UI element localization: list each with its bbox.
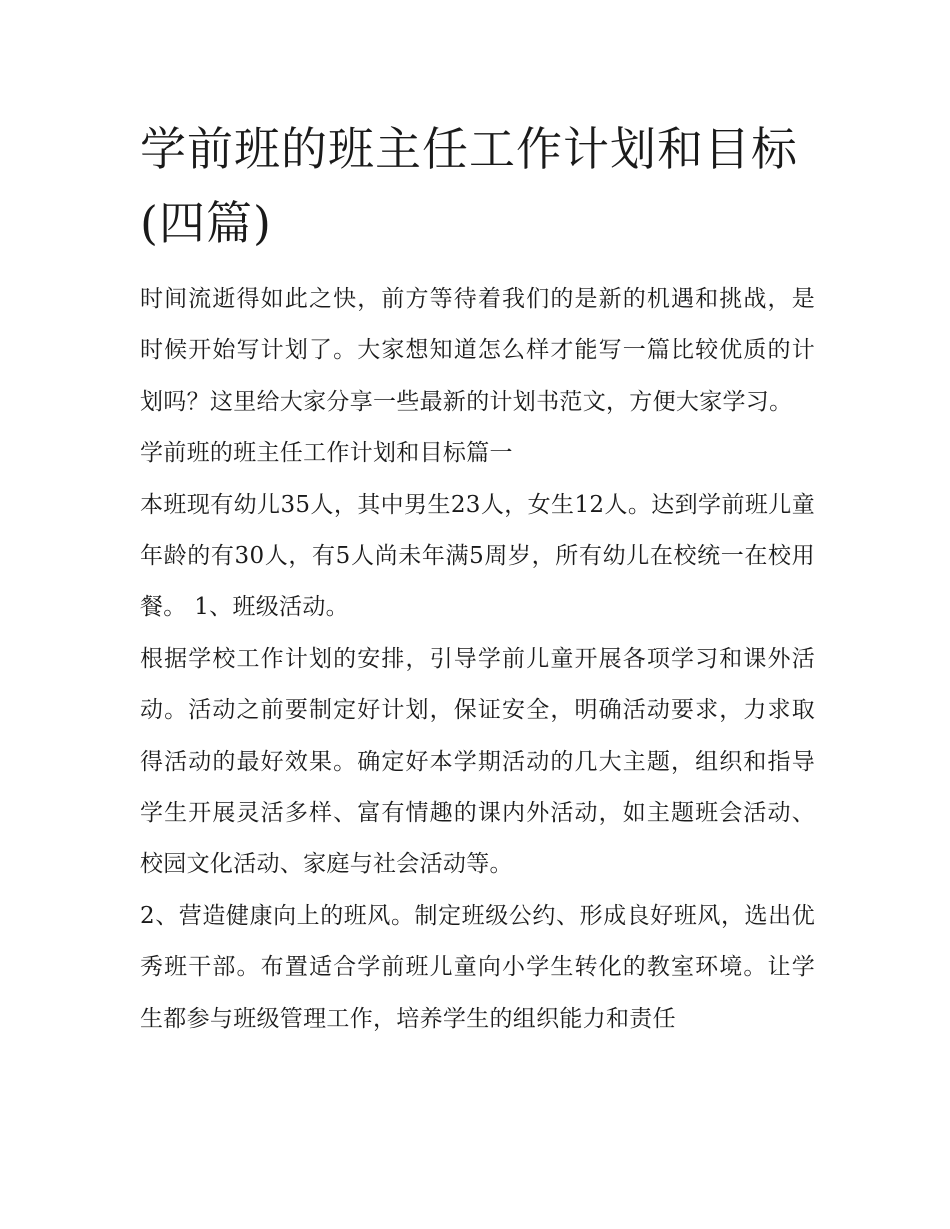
class-spirit-paragraph: 2、营造健康向上的班风。制定班级公约、形成良好班风，选出优秀班干部。布置适合学前班儿童向小学生转化的教室环境。让学生都参与班级管理工作，培养学生的组织能力和责任 [140,902,815,1032]
document-body [140,274,815,1045]
activities-paragraph: 根据学校工作计划的安排，引导学前儿童开展各项学习和课外活动。活动之前要制定好计划，保证安全，明确活动要求，力求取得活动的最好效果。确定好本学期活动的几大主题，组织和指导学生开展灵活多样、富有情趣的课内外活动，如主题班会活动、校园文化活动、家庭与社会活动等。 [140,645,815,878]
section-heading: 学前班的班主任工作计划和目标篇一 [140,440,513,467]
document-title: 学前班的班主任工作计划和目标(四篇) [140,122,798,250]
document-content [140,112,815,1045]
intro-paragraph: 时间流逝得如此之快，前方等待着我们的是新的机遇和挑战，是时候开始写计划了。大家想知道怎么样才能写一篇比较优质的计划吗？这里给大家分享一些最新的计划书范文，方便大家学习。 [140,286,815,415]
class-overview-paragraph: 本班现有幼儿35人，其中男生23人，女生12人。达到学前班儿童年龄的有30人，有5人尚未年满5周岁，所有幼儿在校统一在校用餐。 1、班级活动。 [140,491,815,621]
